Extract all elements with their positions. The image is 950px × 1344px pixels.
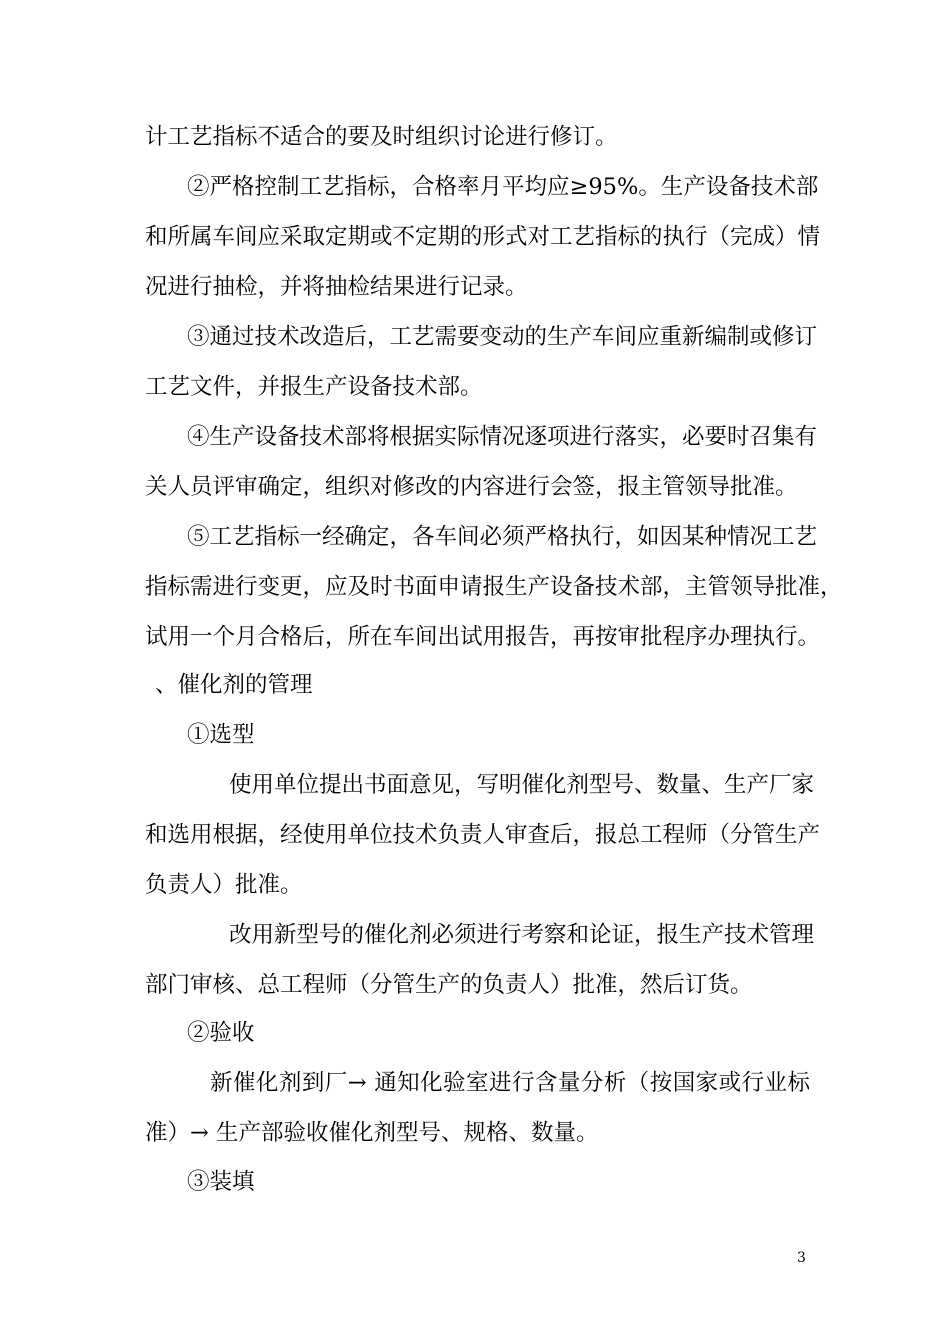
subheading-acceptance: ②验收 — [187, 1020, 255, 1046]
text-line-6: 工艺文件，并报生产设备技术部。 — [145, 374, 483, 400]
text-line-4: 况进行抽检，并将抽检结果进行记录。 — [145, 274, 528, 300]
text-line-14: 使用单位提出书面意见，写明催化剂型号、数量、生产厂家 — [229, 772, 815, 798]
text-line-9: ⑤工艺指标一经确定，各车间必须严格执行，如因某种情况工艺 — [187, 524, 818, 550]
text-line-1: 计工艺指标不适合的要及时组织讨论进行修订。 — [145, 124, 618, 150]
subheading-selection: ①选型 — [187, 722, 255, 748]
text-line-7: ④生产设备技术部将根据实际情况逐项进行落实，必要时召集有 — [187, 424, 818, 450]
text-line-17: 改用新型号的催化剂必须进行考察和论证，报生产技术管理 — [229, 922, 815, 948]
text-line-10: 指标需进行变更，应及时书面申请报生产设备技术部，主管领导批准， — [145, 574, 843, 600]
text-line-20: 新催化剂到厂→ 通知化验室进行含量分析（按国家或行业标 — [210, 1070, 810, 1096]
text-line-15: 和选用根据，经使用单位技术负责人审查后，报总工程师（分管生产 — [145, 822, 821, 848]
text-line-11: 试用一个月合格后，所在车间出试用报告，再按审批程序办理执行。 — [145, 624, 821, 650]
text-line-3: 和所属车间应采取定期或不定期的形式对工艺指标的执行（完成）情 — [145, 224, 821, 250]
text-line-18: 部门审核、总工程师（分管生产的负责人）批准，然后订货。 — [145, 972, 753, 998]
page-number: 3 — [797, 1250, 806, 1266]
text-line-2: ②严格控制工艺指标，合格率月平均应≥95%。生产设备技术部 — [187, 174, 819, 200]
text-line-16: 负责人）批准。 — [145, 872, 303, 898]
text-line-21: 准）→ 生产部验收催化剂型号、规格、数量。 — [145, 1120, 599, 1146]
subheading-loading: ③装填 — [187, 1169, 255, 1195]
section-heading: 、催化剂的管理 — [155, 672, 313, 698]
text-line-8: 关人员评审确定，组织对修改的内容进行会签，报主管领导批准。 — [145, 474, 798, 500]
text-line-5: ③通过技术改造后，工艺需要变动的生产车间应重新编制或修订 — [187, 324, 818, 350]
